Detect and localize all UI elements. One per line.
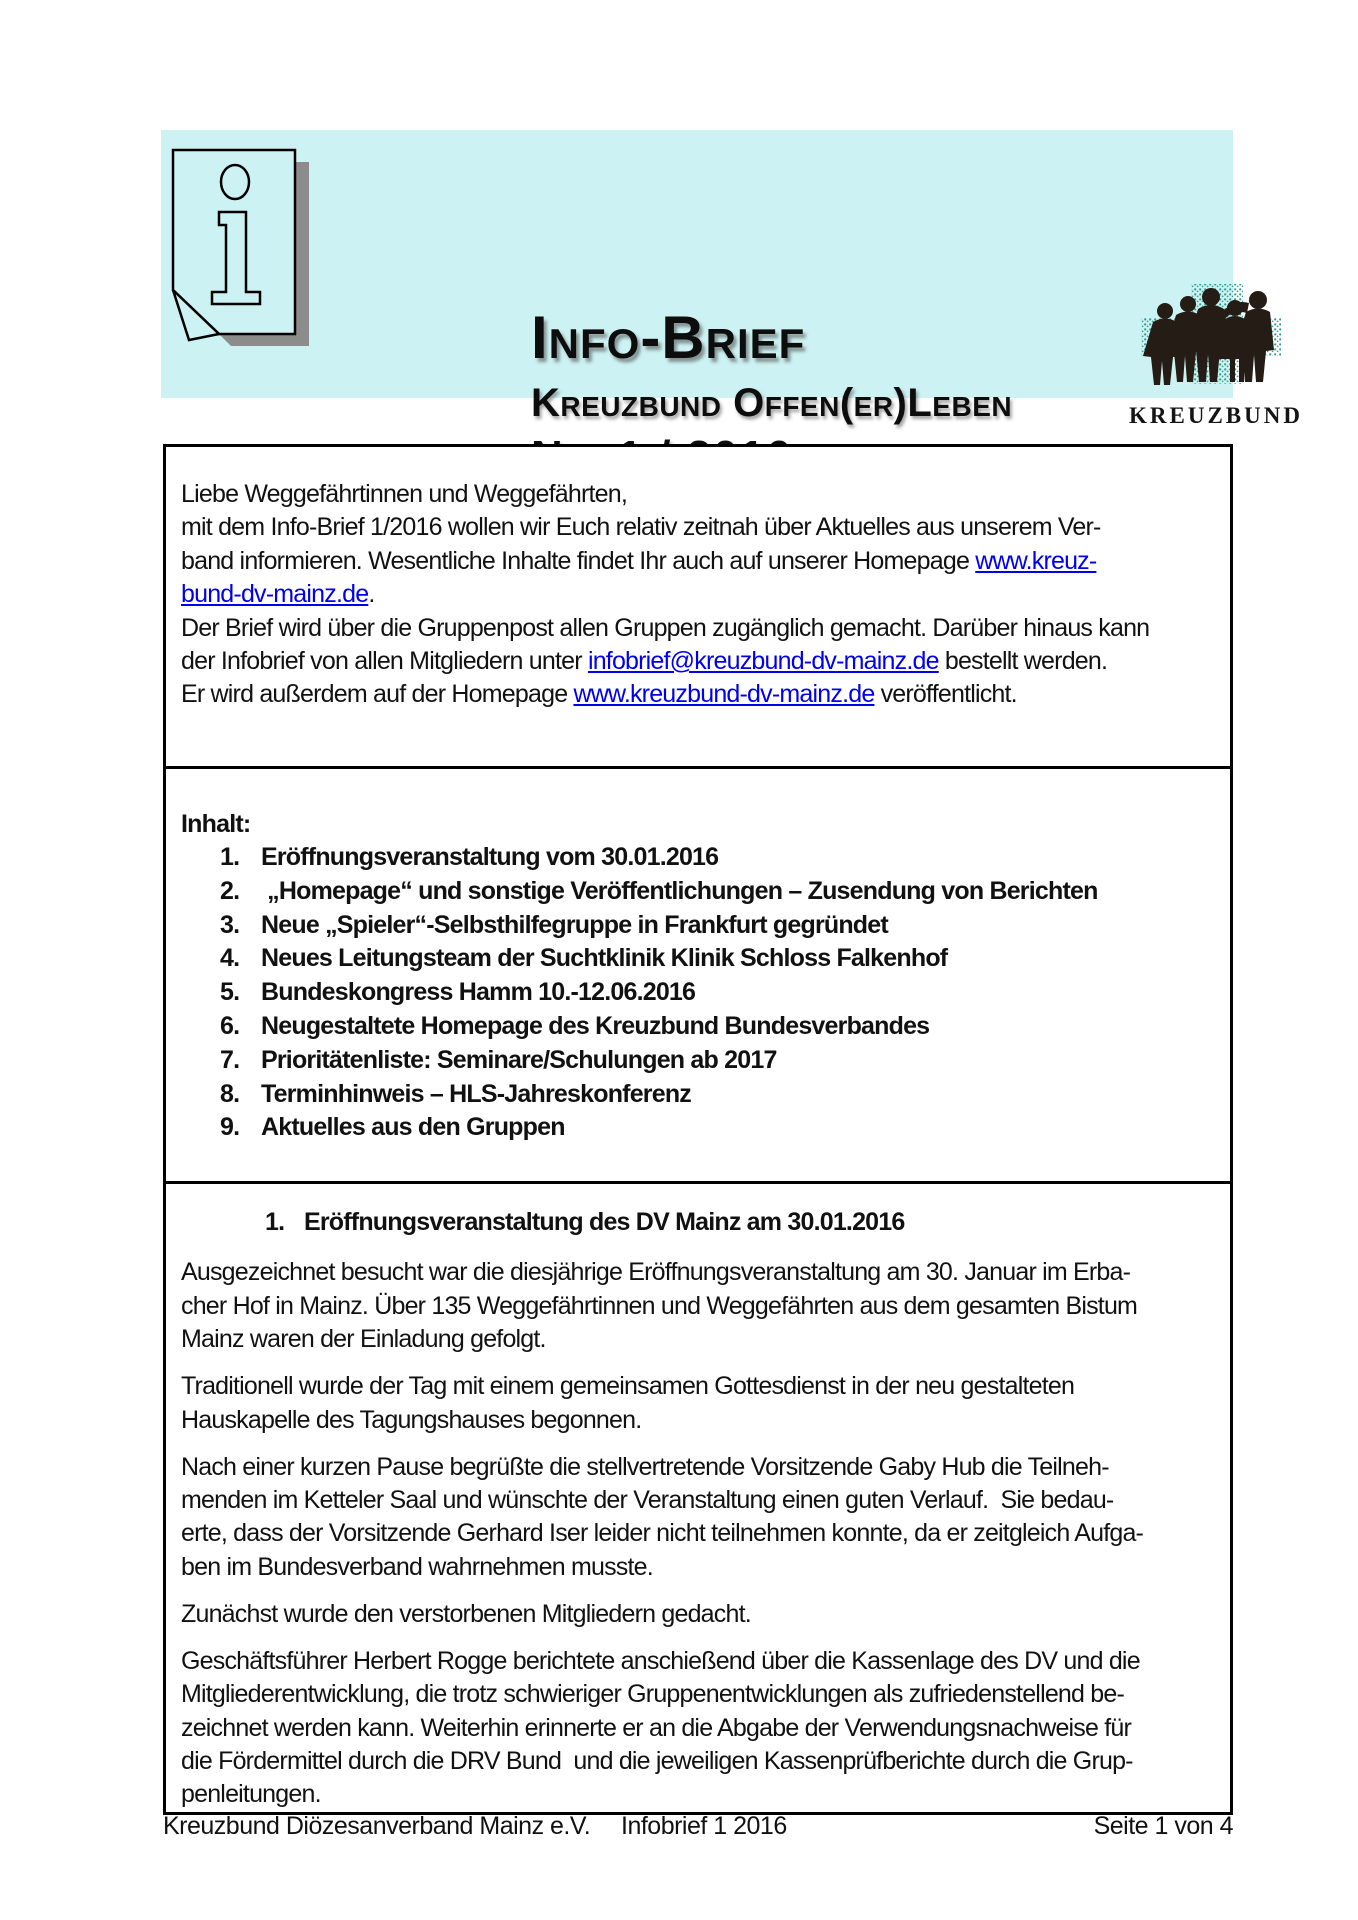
infobrief-email-link[interactable]: infobrief@kreuzbund-dv-mainz.de <box>587 647 939 676</box>
body-line: Geschäftsführer Herbert Rogge berichtete anschießend über die Kassenlage des DV und die <box>181 1646 1140 1675</box>
toc-section <box>166 766 1230 1181</box>
toc-item-number: 7. <box>220 1045 240 1074</box>
intro-text: Der Brief wird über die Gruppenpost allen Gruppen zugänglich gemacht. Darüber hinaus kann <box>181 613 1150 642</box>
body-line: Traditionell wurde der Tag mit einem gemeinsamen Gottesdienst in der neu gestalteten <box>181 1372 1075 1401</box>
toc-item <box>166 1078 1230 1112</box>
intro-line <box>181 612 1230 645</box>
toc-item <box>166 1044 1230 1078</box>
body-line: zeichnet werden kann. Weiterhin erinnerte er an die Abgabe der Verwendungsnachweise für <box>181 1713 1132 1742</box>
content-box <box>163 444 1233 1815</box>
paragraph <box>181 1256 1230 1356</box>
toc-item <box>166 841 1230 875</box>
people-cross-logo-icon <box>1129 278 1289 396</box>
toc-item-label: Aktuelles aus den Gruppen <box>261 1113 565 1142</box>
body-line: menden im Ketteler Saal und wünschte der Veranstaltung einen guten Verlauf. Sie bedau- <box>181 1486 1114 1515</box>
toc-item-number: 4. <box>220 944 240 973</box>
body-line: penleitungen. <box>181 1780 321 1809</box>
toc-item-number: 9. <box>220 1113 240 1142</box>
intro-text: Liebe Weggefährtinnen und Weggefährten, <box>181 480 628 508</box>
paragraph <box>181 1451 1230 1585</box>
section1-heading-text: Eröffnungsveranstaltung des DV Mainz am 30.01.2016 <box>304 1208 905 1236</box>
footer-page-number: Seite 1 von 4 <box>1093 1812 1233 1840</box>
intro-text: bestellt werden. <box>938 647 1108 676</box>
homepage-link[interactable]: www.kreuz- <box>975 546 1097 575</box>
kreuzbund-logo <box>1129 278 1303 429</box>
toc-item-label: Eröffnungsveranstaltung vom 30.01.2016 <box>261 843 719 871</box>
toc-item <box>166 875 1230 909</box>
section1 <box>166 1181 1230 1812</box>
body-line: Nach einer kurzen Pause begrüßte die stellvertretende Vorsitzende Gaby Hub die Teilneh- <box>181 1452 1109 1481</box>
body-line: die Fördermittel durch die DRV Bund und die jeweiligen Kassenprüfberichte durch die Grup- <box>181 1747 1133 1776</box>
toc-item-number: 6. <box>220 1011 240 1040</box>
footer-org: Kreuzbund Diözesanverband Mainz e.V. <box>163 1812 591 1840</box>
intro-line <box>181 645 1230 678</box>
section1-heading-number: 1. <box>265 1208 285 1236</box>
body-line: erte, dass der Vorsitzende Gerhard Iser leider nicht teilnehmen konnte, da er zeitgleich Aufga- <box>181 1519 1144 1548</box>
body-line: Mainz waren der Einladung gefolgt. <box>181 1325 546 1354</box>
homepage-link[interactable]: bund-dv-mainz.de <box>181 580 369 609</box>
toc-item-label: Neues Leitungsteam der Suchtklinik Klinik Schloss Falkenhof <box>261 944 948 973</box>
body-line: Mitgliederentwicklung, die trotz schwieriger Gruppenentwicklungen als zufriedenstellend be- <box>181 1680 1125 1709</box>
intro-text: Er wird außerdem auf der Homepage <box>181 680 574 709</box>
newsletter-subtitle: Kreuzbund Offen(er)Leben <box>531 381 1013 425</box>
intro-text: veröffentlicht. <box>874 680 1017 709</box>
intro-text: mit dem Info-Brief 1/2016 wollen wir Euch relativ zeitnah über Aktuelles aus unserem Ver- <box>181 513 1101 542</box>
toc-item-label: „Homepage“ und sonstige Veröffentlichungen – Zusendung von Berichten <box>261 876 1098 905</box>
intro-text: . <box>368 580 375 609</box>
toc-item <box>166 976 1230 1010</box>
intro-line <box>181 545 1230 578</box>
intro-section <box>166 447 1230 766</box>
newsletter-title: Info-Brief <box>531 304 806 371</box>
toc-item <box>166 1111 1230 1145</box>
paragraph <box>181 1645 1230 1812</box>
toc-item <box>166 909 1230 943</box>
toc-item-number: 1. <box>220 843 240 871</box>
section1-heading <box>265 1206 1230 1239</box>
body-line: Ausgezeichnet besucht war die diesjährige Eröffnungsveranstaltung am 30. Januar im Erba- <box>181 1258 1131 1287</box>
toc-item-label: Neugestaltete Homepage des Kreuzbund Bundesverbandes <box>261 1011 930 1040</box>
paragraph <box>181 1598 1230 1631</box>
body-line: cher Hof in Mainz. Über 135 Weggefährtinnen und Weggefährten aus dem gesamten Bistum <box>181 1291 1138 1320</box>
toc-item-number: 5. <box>220 978 240 1007</box>
info-note-icon <box>171 148 321 354</box>
footer-doc-title: Infobrief 1 2016 <box>621 1812 787 1840</box>
toc-item-label: Prioritätenliste: Seminare/Schulungen ab 2017 <box>261 1045 777 1074</box>
body-line: ben im Bundesverband wahrnehmen musste. <box>181 1552 653 1581</box>
toc-item <box>166 942 1230 976</box>
page-footer <box>163 1812 1233 1841</box>
intro-line <box>181 478 1230 511</box>
intro-line <box>181 511 1230 544</box>
toc-item-number: 8. <box>220 1079 240 1108</box>
homepage-link[interactable]: www.kreuzbund-dv-mainz.de <box>573 680 875 709</box>
toc-item <box>166 1010 1230 1044</box>
body-line: Zunächst wurde den verstorbenen Mitgliedern gedacht. <box>181 1599 751 1628</box>
body-line: Hauskapelle des Tagungshauses begonnen. <box>181 1405 642 1434</box>
logo-caption: KREUZBUND <box>1129 403 1303 428</box>
toc-item-label: Neue „Spieler“-Selbsthilfegruppe in Frankfurt gegründet <box>261 910 888 939</box>
toc-item-number: 3. <box>220 910 240 939</box>
toc-item-label: Bundeskongress Hamm 10.-12.06.2016 <box>261 978 696 1007</box>
intro-text: band informieren. Wesentliche Inhalte findet Ihr auch auf unserer Homepage <box>181 546 976 575</box>
intro-text: der Infobrief von allen Mitgliedern unter <box>181 647 588 676</box>
intro-line <box>181 678 1230 711</box>
toc-heading: Inhalt: <box>181 810 251 838</box>
toc-item-number: 2. <box>220 876 240 905</box>
header-banner <box>161 130 1303 428</box>
toc-item-label: Terminhinweis – HLS-Jahreskonferenz <box>261 1079 691 1108</box>
intro-line <box>181 578 1230 611</box>
paragraph <box>181 1370 1230 1437</box>
